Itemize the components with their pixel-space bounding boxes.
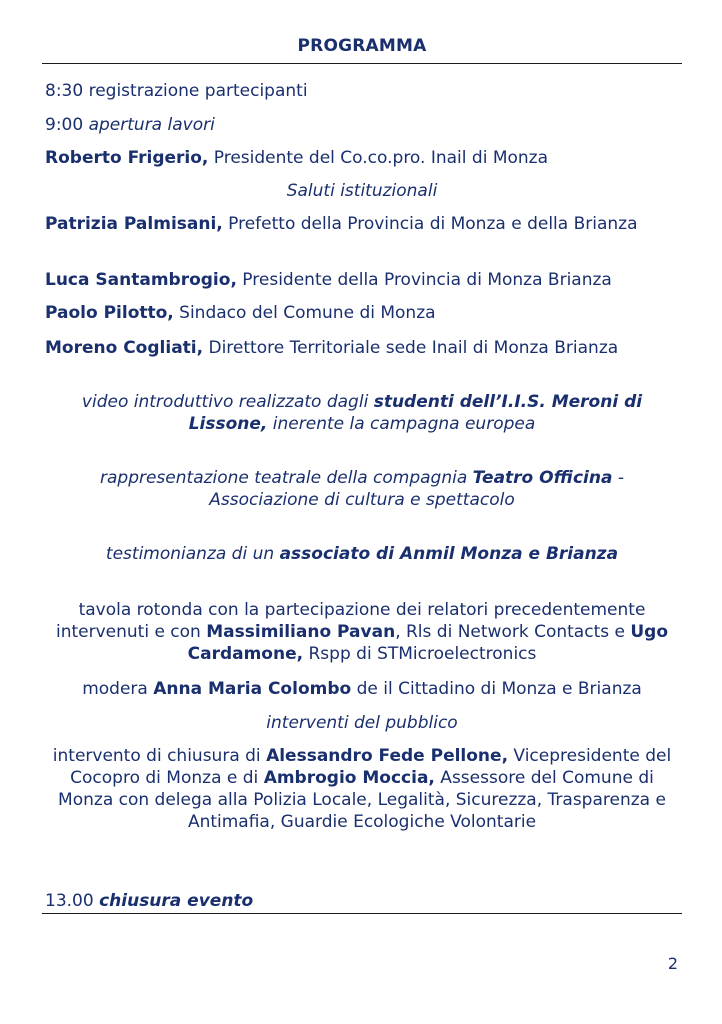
speaker-cogliati — [45, 337, 679, 359]
greetings-heading: Saluti istituzionali — [286, 181, 438, 201]
event-closing — [45, 890, 679, 912]
page-number: 2 — [667, 954, 678, 973]
video-intro — [45, 391, 679, 435]
speaker-name: Patrizia Palmisani, — [45, 214, 223, 234]
item-text: video introduttivo realizzato dagli — [81, 392, 374, 412]
item-text: chiusura evento — [99, 891, 254, 911]
item-text: modera — [82, 679, 154, 699]
item-registration — [45, 80, 679, 102]
speaker-frigerio — [45, 147, 679, 169]
speaker-palmisani — [45, 213, 679, 235]
speaker-role: Prefetto della Provincia di Monza e della Brianza — [222, 214, 638, 234]
speaker-role: Sindaco del Comune di Monza — [173, 303, 436, 323]
item-text: rappresentazione teatrale della compagnia — [100, 468, 473, 488]
item-text: Vicepresidente del Cocopro di Monza e di — [70, 746, 672, 788]
speaker-pilotto — [45, 302, 679, 324]
highlight-text: studenti dell’I.I.S. Meroni di Lissone, — [188, 392, 643, 434]
highlight-text: associato di Anmil Monza e Brianza — [279, 544, 619, 564]
item-text: de il Cittadino di Monza e Brianza — [351, 679, 642, 699]
speaker-santambrogio — [45, 269, 679, 291]
speaker-role: Presidente della Provincia di Monza Brianza — [236, 270, 612, 290]
speaker-name: Roberto Frigerio, — [45, 148, 209, 168]
time-label: 9:00 — [45, 115, 84, 135]
public-interventions: interventi del pubblico — [266, 713, 458, 733]
item-text: testimonianza di un — [105, 544, 280, 564]
speaker-name: Alessandro Fede Pellone, — [266, 746, 509, 766]
item-text: Assessore del Comune di Monza con delega alla Polizia Locale, Legalità, Sicurezza, Trasparenza e Antimafia, Guardie Ecologiche Volontarie — [58, 768, 666, 832]
speaker-name: Anna Maria Colombo — [153, 679, 352, 699]
highlight-text: Teatro Officina — [472, 468, 613, 488]
speaker-role: Direttore Territoriale sede Inail di Monza Brianza — [203, 338, 619, 358]
item-text: tavola rotonda con la partecipazione dei relatori precedentemente intervenuti e con — [55, 600, 646, 642]
item-text: Rspp di STMicroelectronics — [303, 644, 537, 664]
item-text: apertura lavori — [88, 115, 215, 135]
item-text: inerente la campagna europea — [267, 414, 536, 434]
speaker-role: Presidente del Co.co.pro. Inail di Monza — [208, 148, 549, 168]
theatre-performance — [45, 467, 679, 511]
time-label: 13.00 — [45, 891, 94, 911]
round-table — [45, 599, 679, 665]
item-text: registrazione partecipanti — [83, 81, 308, 101]
closing-remarks — [45, 745, 679, 833]
speaker-name: Massimiliano Pavan — [206, 622, 396, 642]
page-title: PROGRAMMA — [297, 36, 427, 56]
item-text: - Associazione di cultura e spettacolo — [209, 468, 624, 510]
item-text: , Rls di Network Contacts e — [395, 622, 631, 642]
item-opening — [45, 114, 679, 136]
speaker-name: Luca Santambrogio, — [45, 270, 237, 290]
speaker-name: Ugo Cardamone, — [187, 622, 669, 664]
speaker-name: Ambrogio Moccia, — [263, 768, 435, 788]
bottom-divider — [42, 913, 682, 914]
time-label: 8:30 — [45, 81, 84, 101]
speaker-name: Paolo Pilotto, — [45, 303, 174, 323]
moderator — [45, 678, 679, 700]
top-divider — [42, 63, 682, 64]
testimony — [45, 543, 679, 565]
item-text: intervento di chiusura di — [52, 746, 267, 766]
speaker-name: Moreno Cogliati, — [45, 338, 204, 358]
